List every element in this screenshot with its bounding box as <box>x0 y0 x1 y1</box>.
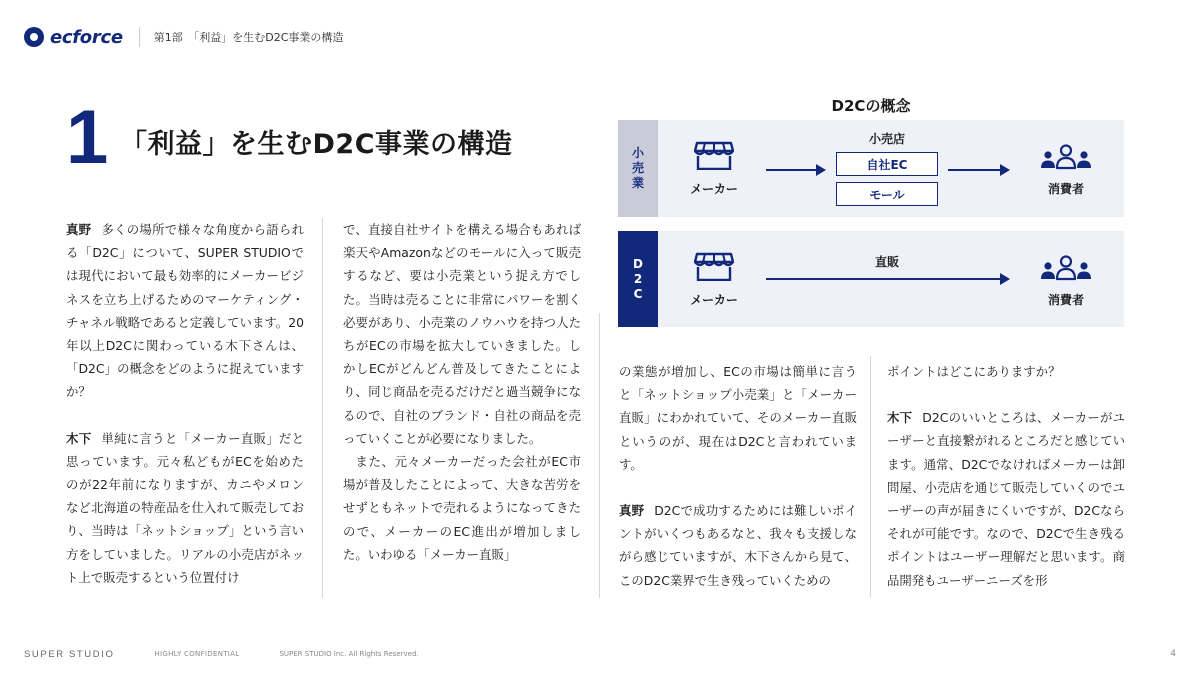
maker-label: メーカー <box>690 293 738 307</box>
column-divider <box>322 218 323 598</box>
paragraph <box>887 406 1125 592</box>
arrow-icon <box>766 278 1008 280</box>
row-label-char: 2 <box>633 271 643 286</box>
paragraph-text: 多くの場所で様々な角度から語られる「D2C」について、SUPER STUDIOでは現代において最も効率的にメーカービジネスを立ち上げるためのマーケティング・チャネル戦略であると定義しています。20年以上D2Cに関わっている木下さんは、「D2C」の概念をどのように捉えていますか？ <box>66 222 305 400</box>
consumer-label: 消費者 <box>1047 293 1084 307</box>
paragraph <box>66 427 304 589</box>
row-label-char: 売 <box>631 161 644 175</box>
paragraph-text: 単純に言うと「メーカー直販」だと思っています。元々私どもがECを始めたのが22年前になりますが、カニやメロンなど北海道の特産品を仕入れて販売しており、当時は「ネットショップ」という言い方をしていました。リアルの小売店がネット上で販売するという位置付け <box>66 430 304 585</box>
row-label-char: 小 <box>631 146 644 160</box>
page-title: 「利益」を生むD2C事業の構造 <box>120 129 513 160</box>
column-divider <box>599 313 600 598</box>
diagram-title: D2Cの概念 <box>831 97 911 115</box>
shop-icon <box>694 140 734 170</box>
speaker-name: 木下 <box>887 410 913 426</box>
logo-text: ecforce <box>50 26 123 48</box>
mall-box: モール <box>836 182 938 206</box>
row-label-char: D <box>633 256 643 271</box>
logo-mark-icon <box>24 27 44 47</box>
arrow-icon <box>766 169 824 171</box>
page-number: 4 <box>1170 649 1176 659</box>
row-label-char: 業 <box>631 176 644 190</box>
retailer-label: 小売店 <box>868 132 905 146</box>
maker-label: メーカー <box>690 182 738 196</box>
text-column-2 <box>343 218 581 566</box>
consumers-icon <box>1038 144 1094 170</box>
logo[interactable] <box>24 27 123 48</box>
paragraph-text: ポイントはどこにありますか？ <box>887 364 1061 379</box>
speaker-name: 真野 <box>66 222 92 237</box>
speaker-name: 木下 <box>66 430 92 446</box>
speaker-name: 真野 <box>619 503 645 519</box>
footer-confidential: HIGHLY CONFIDENTIAL <box>154 650 240 658</box>
d2c-row <box>618 231 1124 327</box>
own-ec-box: 自社EC <box>836 152 938 176</box>
paragraph <box>66 218 304 404</box>
paragraph-text: D2Cで成功するためには難しいポイントがいくつもあるなと、我々も支援しながら感じていますが、木下さんから見て、このD2C業界で生き残っていくための <box>619 503 858 588</box>
retail-row-label <box>618 120 658 217</box>
consumer-label: 消費者 <box>1047 182 1084 196</box>
shop-icon <box>694 251 734 281</box>
text-column-1 <box>66 218 304 589</box>
section-number: 1 <box>66 95 109 180</box>
footer <box>24 648 1176 660</box>
row-label-char: C <box>633 286 643 301</box>
paragraph-text: D2Cのいいところは、メーカーがユーザーと直接繋がれるところだと感じています。通常、D2Cでなければメーカーは卸問屋、小売店を通じて販売していくのでユーザーの声が届きにくいですが、D2Cならそれが可能です。なので、D2Cで生き残るポイントはユーザー理解だと思います。商品開発もユーザーニーズを形 <box>887 410 1126 588</box>
text-column-4 <box>887 360 1125 592</box>
paragraph <box>619 499 857 592</box>
retail-row <box>618 120 1124 217</box>
arrow-icon <box>948 169 1008 171</box>
column-divider <box>870 356 871 598</box>
header-divider <box>139 27 140 47</box>
text-column-3 <box>619 360 857 592</box>
direct-sales-label: 直販 <box>874 255 899 269</box>
d2c-row-label <box>618 231 658 327</box>
paragraph-text: の業態が増加し、ECの市場は簡単に言うと「ネットショップ小売業」と「メーカー直販」にわかれていて、そのメーカー直販というのが、現在はD2Cと言われています。 <box>619 364 857 472</box>
chapter-title: 第1部 「利益」を生むD2C事業の構造 <box>153 31 344 44</box>
paragraph-text: で、直接自社サイトを構える場合もあれば楽天やAmazonなどのモールに入って販売するなど、要は小売業という捉え方でした。当時は売ることに非常にパワーを割く必要があり、小売業のノウハウを持つ人たちがECの市場を拡大していきました。しかしECがどんどん普及してきたことにより、同じ商品を売るだけだと過当競争になるので、自社のブランド・自社の商品を売っていくことが必要になりました。 <box>343 222 581 446</box>
header <box>24 22 343 52</box>
footer-copyright: SUPER STUDIO Inc. All Rights Reserved. <box>279 650 419 658</box>
consumers-icon <box>1038 255 1094 281</box>
paragraph-text: また、元々メーカーだった会社がEC市場が普及したことによって、大きな苦労をせずともネットで売れるようになってきたので、メーカーのEC進出が増加しました。いわゆる「メーカー直販」 <box>343 454 581 562</box>
footer-brand: SUPER STUDIO <box>24 648 115 660</box>
